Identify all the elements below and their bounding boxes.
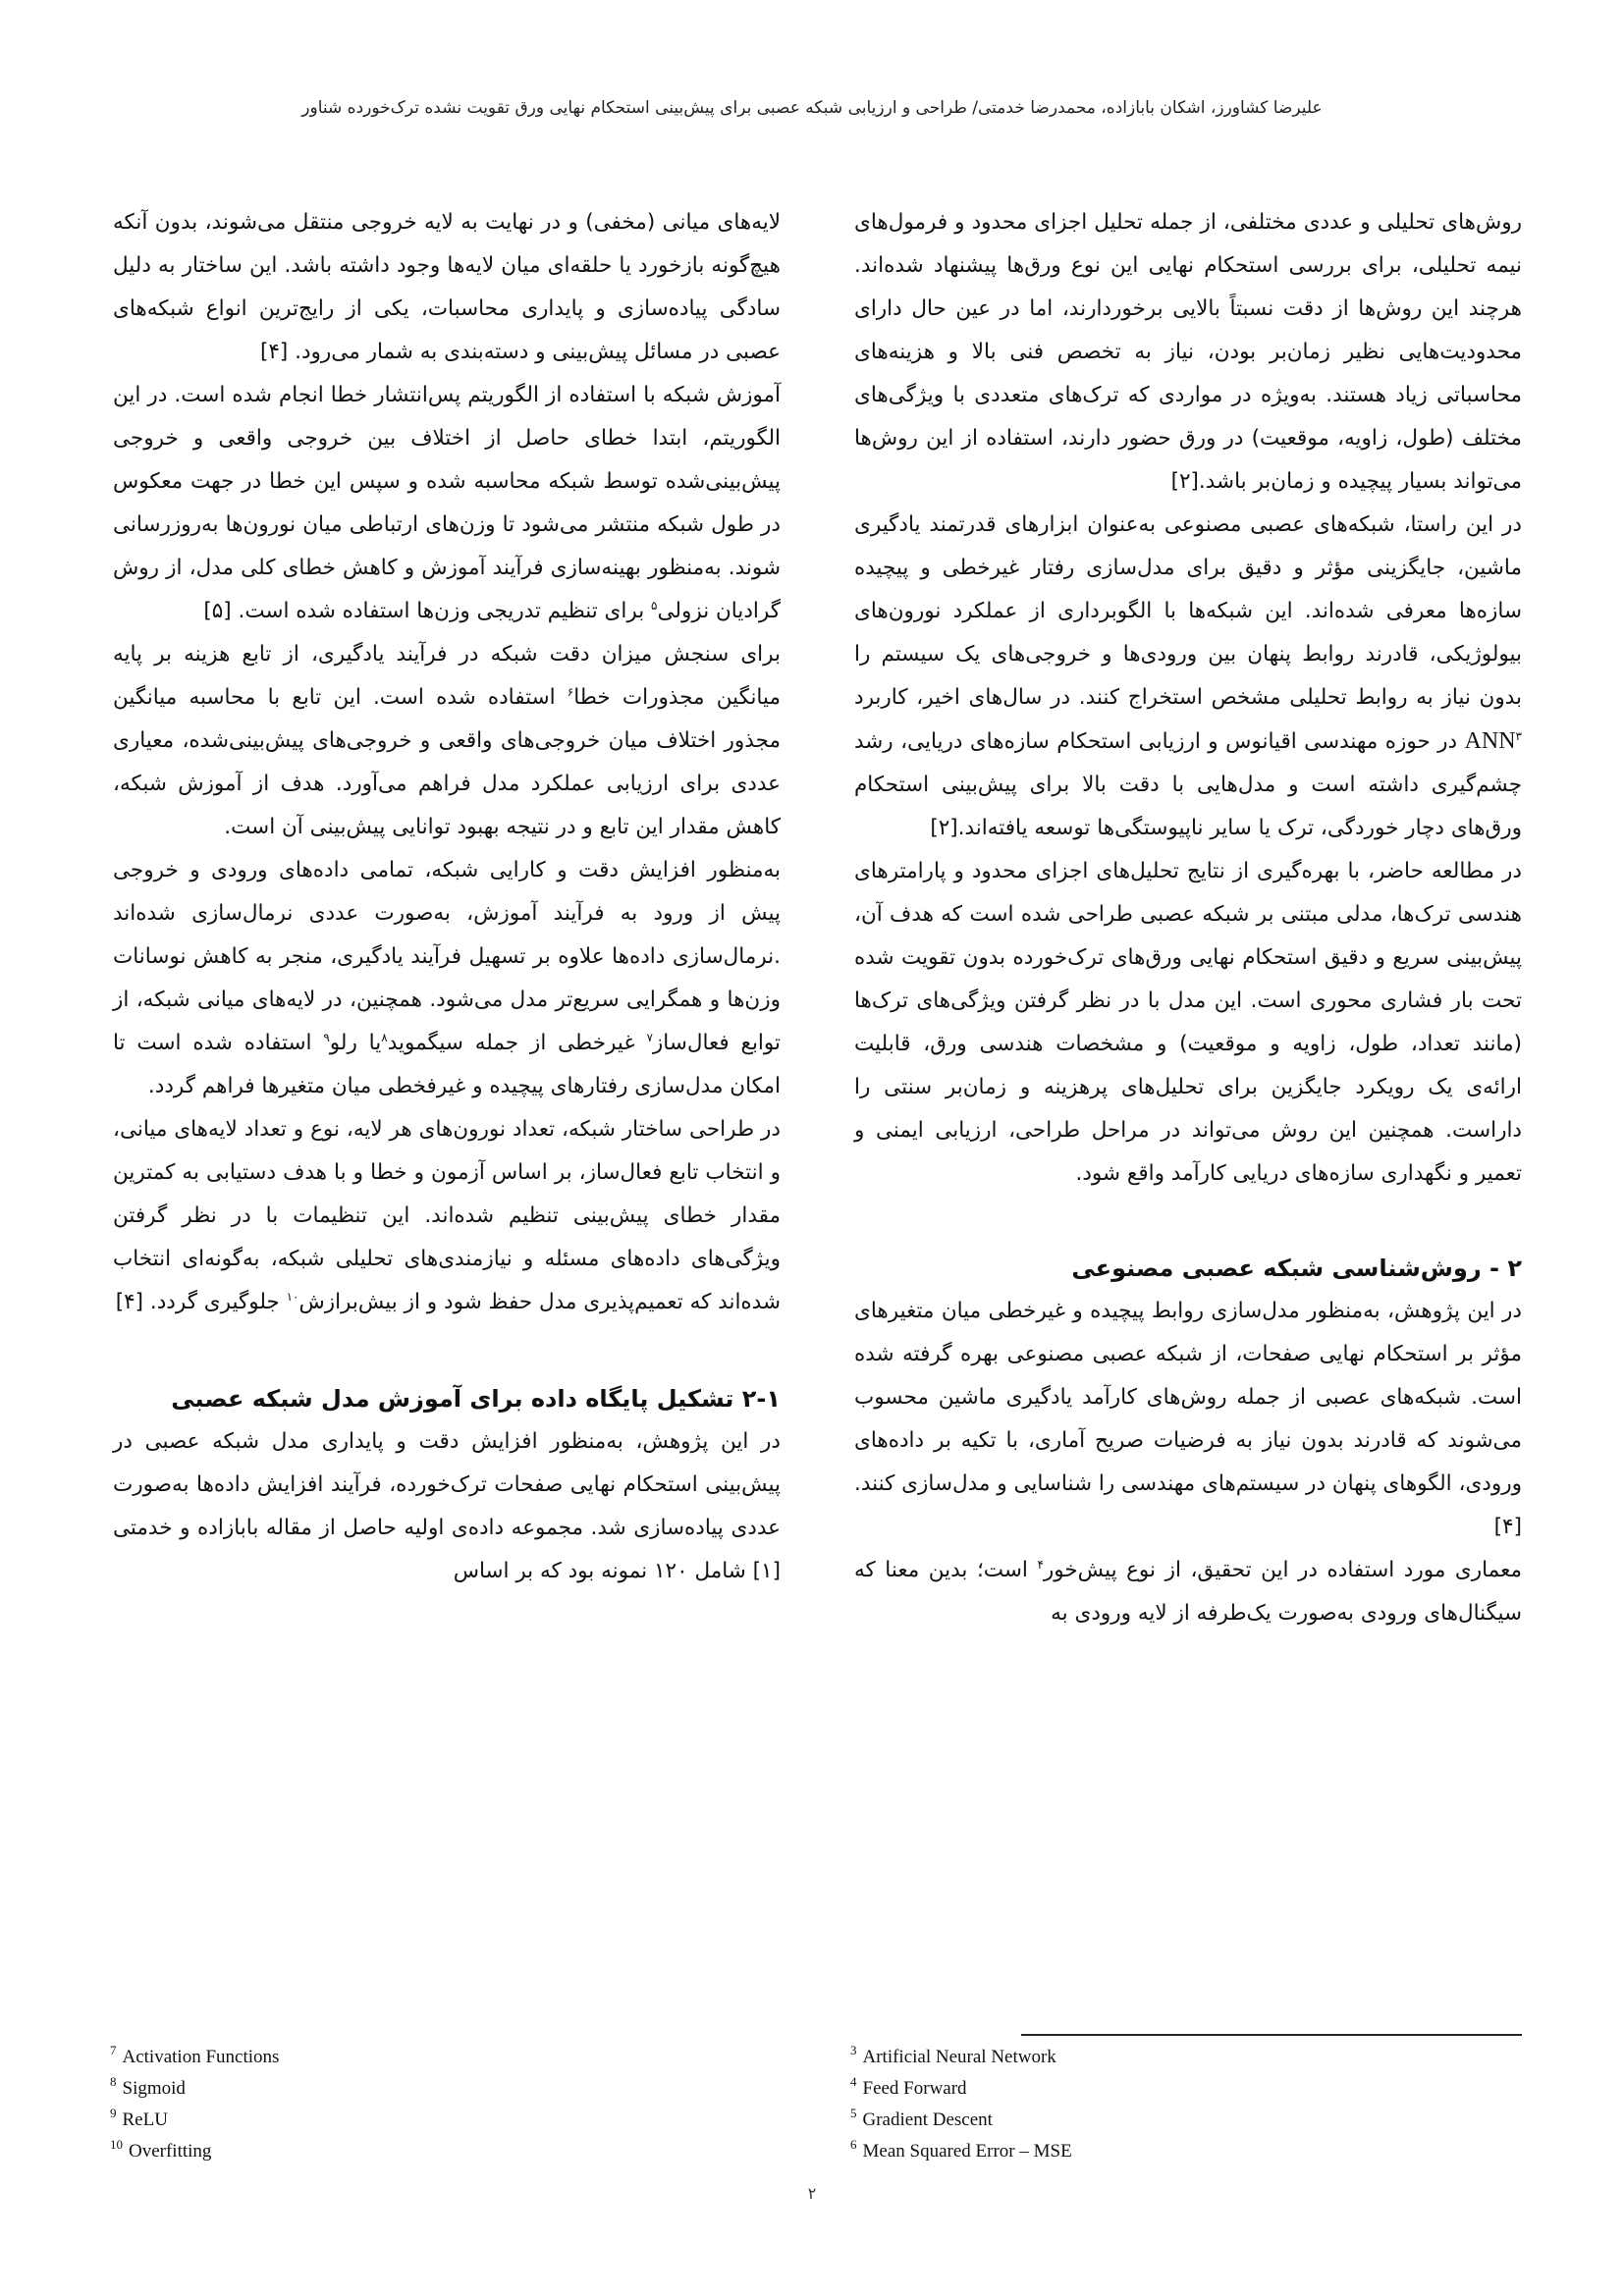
footnote-divider: [1021, 2034, 1522, 2036]
footnote-number: 6: [850, 2137, 857, 2152]
footnote-text: Feed Forward: [862, 2078, 967, 2099]
footnote-ref[interactable]: ۴: [1037, 1557, 1044, 1572]
paragraph: [113, 849, 781, 1108]
footnote-text: Gradient Descent: [862, 2109, 993, 2130]
paragraph-text: در این راستا، شبکه‌های عصبی مصنوعی به‌عنوان ابزارهای قدرتمند یادگیری ماشین، جایگزینی مؤثر و دقیق برای مدل‌سازی رفتار غیرخطی و پیچیده سازه‌ها معرفی شده‌اند. این شبکه‌ها با الگوبرداری از عملکرد نورون‌های بیولوژیکی، قادرند روابط پنهان بین ورودی‌ها و خروجی‌های یک سیستم را بدون نیاز به روابط تحلیلی مشخص استخراج کنند. در سال‌های اخیر، کاربرد: [854, 512, 1522, 710]
paragraph-text: به‌منظور افزایش دقت و کارایی شبکه، تمامی داده‌های ورودی و خروجی پیش از ورود به فرآیند آموزش، به‌صورت عددی نرمال‌سازی شده‌اند .نرمال‌سازی داده‌ها علاوه بر تسهیل فرآیند یادگیری، منجر به کاهش نوسانات وزن‌ها و همگرایی سریع‌تر مدل می‌شود. همچنین، در لایه‌های میانی شبکه، از توابع فعال‌ساز: [113, 858, 781, 1055]
footnote-item: [850, 2042, 1243, 2073]
paragraph: روش‌های تحلیلی و عددی مختلفی، از جمله تحلیل اجزای محدود و فرمول‌های نیمه تحلیلی، برای بررسی استحکام نهایی این نوع ورق‌ها پیشنهاد شده‌اند. هرچند این روش‌ها از دقت نسبتاً بالایی برخوردارند، اما در عین حال دارای محدودیت‌هایی نظیر زمان‌بر بودن، نیاز به تخصص فنی بالا و هزینه‌های محاسباتی زیاد هستند. به‌ویژه در مواردی که ترک‌های متعددی با ویژگی‌های مختلف (طول، زاویه، موقعیت) در ورق حضور دارند، استفاده از این روش‌ها می‌تواند بسیار پیچیده و زمان‌بر باشد.[۲]: [854, 210, 1522, 494]
running-header: علیرضا کشاورز، اشکان بابازاده، محمدرضا خدمتی/ طراحی و ارزیابی شبکه عصبی برای پیش‌بینی استحکام نهایی ورق تقویت نشده ترک‌خورده شناور: [301, 98, 1323, 118]
footnote-text: ReLU: [122, 2109, 168, 2130]
paragraph: در مطالعه حاضر، با بهره‌گیری از نتایج تحلیل‌های اجزای محدود و پارامترهای هندسی ترک‌ها، مدلی مبتنی بر شبکه عصبی طراحی شده است که هدف آن، پیش‌بینی سریع و دقیق استحکام نهایی ورق‌های ترک‌خورده بدون تقویت شده تحت بار فشاری محوری است. این مدل با در نظر گرفتن ویژگی‌های ترک‌ها (مانند تعداد، طول، زاویه و موقعیت) و مشخصات هندسی ورق، قابلیت ارائه‌ی یک رویکرد جایگزین برای تحلیل‌های پرهزینه و زمان‌بر سنتی را داراست. همچنین این روش می‌تواند در مراحل طراحی، ارزیابی ایمنی و تعمیر و نگهداری سازه‌های دریایی کارآمد واقع شود.: [854, 859, 1522, 1186]
footnote-item: [110, 2136, 503, 2167]
right-column: [854, 201, 1522, 1635]
footnotes-right: [850, 2042, 1243, 2167]
left-column: [113, 201, 781, 1593]
footnote-number: 5: [850, 2106, 857, 2120]
footnote-number: 8: [110, 2074, 117, 2089]
footnote-item: [110, 2073, 503, 2105]
paragraph-text: است؛ بدین معنا که سیگنال‌های ورودی به‌صورت یک‌طرفه از لایه ورودی به: [854, 1558, 1522, 1626]
subsection-heading: ۲-۱ تشکیل پایگاه داده برای آموزش مدل شبکه عصبی: [171, 1385, 781, 1413]
footnote-number: 9: [110, 2106, 117, 2120]
footnote-text: Overfitting: [129, 2141, 212, 2162]
paragraph: در این پژوهش، به‌منظور مدل‌سازی روابط پیچیده و غیرخطی میان متغیرهای مؤثر بر استحکام نهایی صفحات، از شبکه عصبی مصنوعی بهره گرفته شده است. شبکه‌های عصبی از جمله روش‌های کارآمد یادگیری ماشین محسوب می‌شوند که قادرند بدون نیاز به فرضیات صریح آماری، با تکیه بر داده‌های ورودی، الگوهای پنهان در سیستم‌های مهندسی را شناسایی و مدل‌سازی کنند. [۴]: [854, 1299, 1522, 1539]
paragraph-text: جلوگیری گردد. [۴]: [115, 1290, 287, 1314]
footnote-ref[interactable]: ۵: [651, 598, 658, 613]
paragraph-text: استفاده شده است تا امکان مدل‌سازی رفتارهای پیچیده و غیرفخطی میان متغیرها فراهم گردد.: [113, 1031, 781, 1098]
footnote-text: Sigmoid: [122, 2078, 186, 2099]
paragraph: [113, 374, 781, 633]
paragraph: [113, 633, 781, 849]
footnote-number: 7: [110, 2043, 117, 2057]
paragraph: در این پژوهش، به‌منظور افزایش دقت و پایداری مدل شبکه عصبی در پیش‌بینی استحکام نهایی صفحات ترک‌خورده، فرآیند افزایش داده‌ها به‌صورت عددی پیاده‌سازی شد. مجموعه داده‌ی اولیه حاصل از مقاله بابازاده و خدمتی [۱] شامل ۱۲۰ نمونه بود که بر اساس: [113, 1429, 781, 1583]
footnote-ref[interactable]: ۳: [1515, 728, 1522, 743]
footnote-ref[interactable]: ۹: [323, 1030, 330, 1044]
footnote-number: 10: [110, 2137, 123, 2152]
footnote-text: Mean Squared Error – MSE: [862, 2141, 1072, 2162]
footnote-text: Artificial Neural Network: [862, 2047, 1056, 2067]
footnote-number: 3: [850, 2043, 857, 2057]
paragraph-text: برای تنظیم تدریجی وزن‌ها استفاده شده است. [۵]: [203, 599, 652, 623]
paragraph-text: در طراحی ساختار شبکه، تعداد نورون‌های هر لایه، نوع و تعداد لایه‌های میانی، و انتخاب تابع فعال‌ساز، بر اساس آزمون و خطا و با هدف دستیابی به کمترین مقدار خطای پیش‌بینی تنظیم شده‌اند. این تنظیمات با در نظر گرفتن ویژگی‌های داده‌های مسئله و نیازمندی‌های تحلیلی شبکه، به‌گونه‌ای انتخاب شده‌اند که تعمیم‌پذیری مدل حفظ شود و از بیش‌برازش: [113, 1117, 781, 1314]
footnote-item: [110, 2042, 503, 2073]
footnote-number: 4: [850, 2074, 857, 2089]
paragraph-text: غیرخطی از جمله سیگموید: [387, 1031, 647, 1055]
paragraph-text: یا رلو: [329, 1031, 382, 1055]
footnote-text: Activation Functions: [122, 2047, 280, 2067]
paragraph: [854, 1549, 1522, 1635]
footnote-ref[interactable]: ۶: [567, 684, 574, 699]
footnote-ref[interactable]: ۷: [646, 1030, 653, 1044]
paragraph: [113, 1108, 781, 1324]
footnote-item: [850, 2136, 1243, 2167]
paragraph-text: معماری مورد استفاده در این تحقیق، از نوع پیش‌خور: [1043, 1558, 1522, 1582]
footnote-item: [110, 2105, 503, 2136]
footnote-ref[interactable]: ۸: [381, 1030, 388, 1044]
page-number: ۲: [807, 2184, 817, 2203]
section-heading: ۲ - روش‌شناسی شبکه عصبی مصنوعی: [1071, 1255, 1522, 1282]
paragraph-text: برای سنجش میزان دقت شبکه در فرآیند یادگیری، از تابع هزینه بر پایه میانگین مجذورات خطا: [113, 642, 781, 710]
paragraph: لایه‌های میانی (مخفی) و در نهایت به لایه خروجی منتقل می‌شوند، بدون آنکه هیچ‌گونه بازخورد یا حلقه‌ای میان لایه‌ها وجود داشته باشد. این ساختار به دلیل سادگی پیاده‌سازی و پایداری محاسبات، یکی از رایج‌ترین انواع شبکه‌های عصبی در مسائل پیش‌بینی و دسته‌بندی به شمار می‌رود. [۴]: [113, 210, 781, 364]
paragraph-text: در حوزه مهندسی اقیانوس و ارزیابی استحکام سازه‌های دریایی، رشد چشم‌گیری داشته است و مدل‌هایی با دقت بالا برای پیش‌بینی استحکام ورق‌های دچار خوردگی، ترک یا سایر ناپیوستگی‌ها توسعه یافته‌اند.[۲]: [854, 729, 1522, 840]
footnote-ref[interactable]: ۱۰: [286, 1289, 299, 1304]
paragraph-text: استفاده شده است. این تابع با محاسبه میانگین مجذور اختلاف میان خروجی‌های واقعی و خروجی‌های پیش‌بینی‌شده، معیاری عددی برای ارزیابی عملکرد مدل فراهم می‌آورد. هدف از آموزش شبکه، کاهش مقدار این تابع و در نتیجه بهبود توانایی پیش‌بینی آن است.: [113, 685, 781, 839]
footnote-item: [850, 2105, 1243, 2136]
paragraph: [854, 504, 1522, 850]
footnotes-left: [110, 2042, 503, 2167]
footnote-item: [850, 2073, 1243, 2105]
ann-abbreviation: ANN: [1464, 728, 1516, 754]
paragraph-text: آموزش شبکه با استفاده از الگوریتم پس‌انتشار خطا انجام شده است. در این الگوریتم، ابتدا خطای حاصل از اختلاف بین خروجی واقعی و خروجی پیش‌بینی‌شده توسط شبکه محاسبه شده و سپس این خطا در جهت معکوس در طول شبکه منتشر می‌شود تا وزن‌های ارتباطی میان نورون‌ها به‌روزرسانی شوند. به‌منظور بهینه‌سازی فرآیند آموزش و کاهش خطای کلی مدل، از روش گرادیان نزولی: [113, 383, 781, 623]
